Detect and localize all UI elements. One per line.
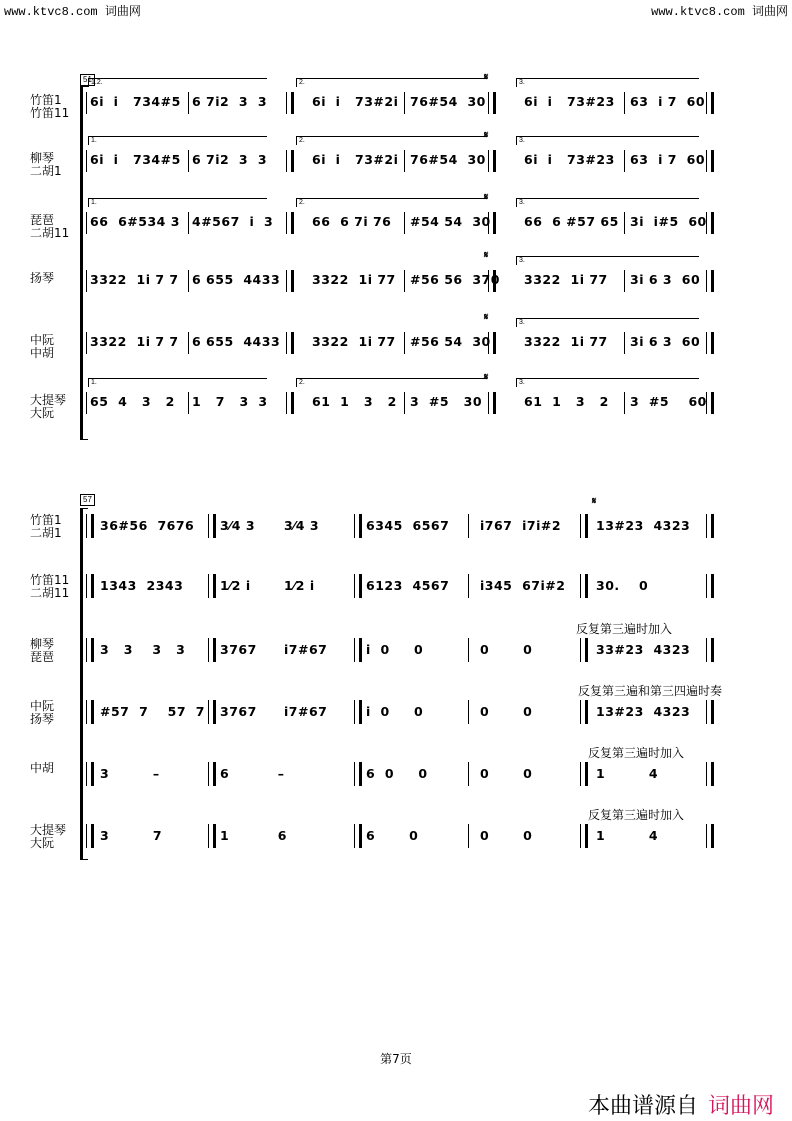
volta-number: 3. — [519, 79, 525, 86]
volta-3 — [516, 378, 699, 387]
notation-measure: 66 6 7i 76 — [312, 214, 392, 229]
notation-measure: 61 1 3 2 — [312, 394, 397, 409]
volta-3 — [516, 136, 699, 145]
barline — [404, 332, 405, 354]
repeat-start-barline — [86, 762, 94, 786]
notation-measure: 36#56 7676 — [100, 518, 195, 533]
repeat-barline — [580, 574, 588, 598]
notation-measure: 0 0 — [480, 642, 533, 657]
watermark-right — [651, 2, 788, 19]
repeat-barline — [354, 514, 362, 538]
repeat-annotation: 反复第三遍时加入 — [576, 622, 673, 636]
repeat-barline — [580, 824, 588, 848]
final-barline — [706, 392, 714, 414]
repeat-start-barline — [86, 824, 94, 848]
barline — [468, 574, 469, 598]
notation-measure: 6 0 — [366, 828, 419, 843]
notation-measure: 66 6#534 3 — [90, 214, 180, 229]
volta-3 — [516, 78, 699, 87]
repeat-end-barline — [286, 150, 294, 172]
volta-number: 3. — [519, 137, 525, 144]
barline — [468, 762, 469, 786]
repeat-barline — [208, 824, 216, 848]
repeat-end-barline — [286, 92, 294, 114]
repeat-end-barline — [706, 574, 714, 598]
repeat-end-barline — [706, 700, 714, 724]
part-label: 大提琴 大阮 — [30, 823, 67, 850]
notation-measure: 3 7 — [100, 828, 163, 843]
repeat-barline — [354, 638, 362, 662]
notation-measure: 3322 1i 7 7 — [90, 334, 179, 349]
notation-measure: 6i i 734#5 — [90, 94, 181, 109]
notation-measure: 6345 6567 — [366, 518, 450, 533]
segno-icon: 𝄋 — [484, 72, 489, 83]
final-barline — [706, 270, 714, 292]
notation-measure: 0 0 — [480, 704, 533, 719]
segno-icon: 𝄋 — [484, 372, 489, 383]
notation-measure: 1343 2343 — [100, 578, 184, 593]
notation-measure: i 0 0 — [366, 642, 424, 657]
barline-start — [86, 92, 87, 114]
notation-measure: 3 #5 60 — [630, 394, 707, 409]
part-label: 中阮 中胡 — [30, 333, 55, 360]
repeat-end-barline — [706, 638, 714, 662]
part-label: 柳琴 琵琶 — [30, 637, 55, 664]
notation-measure: i7#67 — [284, 704, 328, 719]
barline — [624, 150, 625, 172]
brand-logo-text: 词曲网 — [707, 1094, 774, 1119]
watermark-site: 词曲网 — [751, 4, 788, 18]
barline — [404, 270, 405, 292]
notation-measure: 4#567 i 3 — [192, 214, 274, 229]
repeat-barline — [580, 762, 588, 786]
notation-measure: 0 0 — [480, 766, 533, 781]
barline — [468, 824, 469, 848]
barline — [468, 638, 469, 662]
notation-measure: 6 655 4433 — [192, 272, 281, 287]
repeat-barline — [580, 514, 588, 538]
notation-measure: 1⁄2 i — [220, 578, 251, 593]
repeat-end-barline — [706, 514, 714, 538]
notation-measure: 3322 1i 77 — [312, 334, 396, 349]
notation-measure: 1⁄2 i — [284, 578, 315, 593]
repeat-end-barline — [286, 212, 294, 234]
part-label: 竹笛1 竹笛11 — [30, 93, 70, 120]
repeat-barline — [354, 762, 362, 786]
notation-measure: 3767 — [220, 642, 257, 657]
volta-number: 3. — [519, 257, 525, 264]
barline — [188, 92, 189, 114]
barline-start — [86, 392, 87, 414]
segno-icon: 𝄋 — [484, 192, 489, 203]
double-barline — [488, 92, 496, 114]
repeat-barline — [580, 700, 588, 724]
part-label: 竹笛11 二胡11 — [30, 573, 70, 600]
volta-1 — [88, 198, 267, 207]
notation-measure: 0 0 — [480, 828, 533, 843]
volta-number: 1. — [91, 199, 97, 206]
final-barline — [706, 212, 714, 234]
volta-3 — [516, 198, 699, 207]
notation-measure: 3322 1i 77 — [312, 272, 396, 287]
volta-2 — [296, 78, 487, 87]
repeat-annotation: 反复第三遍时加入 — [588, 746, 685, 760]
notation-measure: 6i i 73#23 — [524, 94, 615, 109]
barline-start — [86, 270, 87, 292]
barline — [624, 212, 625, 234]
repeat-barline — [208, 514, 216, 538]
barline — [188, 212, 189, 234]
notation-measure: 3i 6 3 60 — [630, 272, 701, 287]
measure-number: 51 — [80, 74, 95, 86]
notation-measure: 13#23 4323 — [596, 518, 691, 533]
repeat-start-barline — [86, 700, 94, 724]
notation-measure: 3 – — [100, 766, 160, 781]
volta-3 — [516, 256, 699, 265]
notation-measure: i767 i7i#2 — [480, 518, 562, 533]
final-barline — [706, 332, 714, 354]
notation-measure: 1 7 3 3 — [192, 394, 268, 409]
repeat-barline — [580, 638, 588, 662]
notation-measure: 6 – — [220, 766, 285, 781]
notation-measure: 3 #5 30 — [410, 394, 483, 409]
final-barline — [706, 150, 714, 172]
barline — [188, 392, 189, 414]
volta-3 — [516, 318, 699, 327]
repeat-end-barline — [286, 332, 294, 354]
system-brace — [80, 86, 88, 440]
notation-measure: 3⁄4 3 — [220, 518, 256, 533]
barline-start — [86, 332, 87, 354]
measure-number: 57 — [80, 494, 95, 506]
repeat-barline — [354, 700, 362, 724]
repeat-start-barline — [86, 638, 94, 662]
barline — [404, 212, 405, 234]
notation-measure: 6i i 73#23 — [524, 152, 615, 167]
notation-measure: 6i i 734#5 — [90, 152, 181, 167]
volta-1 — [88, 78, 267, 87]
repeat-end-barline — [706, 824, 714, 848]
repeat-annotation: 反复第三遍时加入 — [588, 808, 685, 822]
notation-measure: #56 54 30 — [410, 334, 491, 349]
score-system-1 — [0, 74, 792, 444]
notation-measure: 3i i#5 60 — [630, 214, 707, 229]
repeat-barline — [208, 762, 216, 786]
notation-measure: 65 4 3 2 — [90, 394, 175, 409]
page-number: 第7页 — [380, 1052, 412, 1066]
volta-number: 1. — [91, 137, 97, 144]
barline — [468, 514, 469, 538]
volta-2 — [296, 198, 487, 207]
part-label: 中胡 — [30, 761, 55, 775]
barline — [404, 92, 405, 114]
source-credit — [588, 1089, 774, 1120]
barline — [188, 332, 189, 354]
segno-icon: 𝄋 — [484, 130, 489, 141]
segno-icon: 𝄋 — [484, 312, 489, 323]
notation-measure: 6123 4567 — [366, 578, 450, 593]
notation-measure: 63 i 7 60 — [630, 94, 706, 109]
barline-start — [86, 212, 87, 234]
notation-measure: 3322 1i 77 — [524, 334, 608, 349]
volta-1 — [88, 378, 267, 387]
notation-measure: 3322 1i 7 7 — [90, 272, 179, 287]
volta-2 — [296, 136, 487, 145]
volta-number: 2. — [299, 137, 305, 144]
volta-number: 1. — [91, 379, 97, 386]
barline — [404, 150, 405, 172]
watermark-url: www.ktvc8.com — [4, 5, 98, 19]
notation-measure: 66 6 #57 65 — [524, 214, 619, 229]
barline — [404, 392, 405, 414]
notation-measure: 30. 0 — [596, 578, 649, 593]
segno-icon: 𝄋 — [484, 250, 489, 261]
repeat-barline — [208, 574, 216, 598]
watermark-site: 词曲网 — [104, 4, 141, 18]
notation-measure: 76#54 30 — [410, 152, 486, 167]
notation-measure: 6i i 73#2i — [312, 152, 399, 167]
repeat-start-barline — [86, 574, 94, 598]
notation-measure: 76#54 30 — [410, 94, 486, 109]
volta-2 — [296, 378, 487, 387]
barline — [188, 150, 189, 172]
part-label: 琵琶 二胡11 — [30, 213, 70, 240]
notation-measure: 3 3 3 3 — [100, 642, 186, 657]
volta-1 — [88, 136, 267, 145]
notation-measure: 1 4 — [596, 828, 659, 843]
system-brace — [80, 508, 88, 860]
barline — [624, 392, 625, 414]
barline-start — [86, 150, 87, 172]
notation-measure: 3767 — [220, 704, 257, 719]
repeat-end-barline — [286, 392, 294, 414]
notation-measure: 3i 6 3 60 — [630, 334, 701, 349]
notation-measure: 3⁄4 3 — [284, 518, 320, 533]
notation-measure: 6i i 73#2i — [312, 94, 399, 109]
notation-measure: i 0 0 — [366, 704, 424, 719]
double-barline — [488, 150, 496, 172]
notation-measure: 6 655 4433 — [192, 334, 281, 349]
repeat-end-barline — [286, 270, 294, 292]
barline — [624, 332, 625, 354]
notation-measure: i7#67 — [284, 642, 328, 657]
notation-measure: #56 56 370 — [410, 272, 500, 287]
final-barline — [706, 92, 714, 114]
notation-measure: 1 6 — [220, 828, 287, 843]
notation-measure: 33#23 4323 — [596, 642, 691, 657]
barline — [188, 270, 189, 292]
notation-measure: #54 54 30 — [410, 214, 491, 229]
score-system-2 — [0, 494, 792, 864]
repeat-annotation: 反复第三遍和第三四遍时奏 — [578, 684, 723, 698]
notation-measure: 1 4 — [596, 766, 659, 781]
repeat-start-barline — [86, 514, 94, 538]
notation-measure: 6 7i2 3 3 — [192, 94, 268, 109]
notation-measure: #57 7 57 7 — [100, 704, 205, 719]
source-text: 本曲谱源自 — [587, 1094, 698, 1119]
repeat-barline — [354, 574, 362, 598]
volta-number: 2. — [299, 379, 305, 386]
watermark-url: www.ktvc8.com — [651, 5, 745, 19]
volta-number: 2. — [299, 79, 305, 86]
notation-measure: 61 1 3 2 — [524, 394, 609, 409]
volta-number: 3. — [519, 379, 525, 386]
repeat-barline — [354, 824, 362, 848]
part-label: 中阮 扬琴 — [30, 699, 55, 726]
double-barline — [488, 392, 496, 414]
watermark-left — [4, 2, 141, 19]
repeat-barline — [208, 638, 216, 662]
repeat-end-barline — [706, 762, 714, 786]
volta-number: 1.2. — [91, 79, 103, 86]
barline — [624, 92, 625, 114]
part-label: 柳琴 二胡1 — [30, 151, 62, 178]
part-label: 扬琴 — [30, 271, 55, 285]
barline — [468, 700, 469, 724]
notation-measure: i345 67i#2 — [480, 578, 566, 593]
notation-measure: 63 i 7 60 — [630, 152, 706, 167]
notation-measure: 3322 1i 77 — [524, 272, 608, 287]
notation-measure: 6 0 0 — [366, 766, 428, 781]
volta-number: 2. — [299, 199, 305, 206]
part-label: 大提琴 大阮 — [30, 393, 67, 420]
repeat-barline — [208, 700, 216, 724]
notation-measure: 13#23 4323 — [596, 704, 691, 719]
part-label: 竹笛1 二胡1 — [30, 513, 62, 540]
barline — [624, 270, 625, 292]
notation-measure: 6 7i2 3 3 — [192, 152, 268, 167]
volta-number: 3. — [519, 319, 525, 326]
segno-icon: 𝄋 — [592, 496, 597, 507]
volta-number: 3. — [519, 199, 525, 206]
